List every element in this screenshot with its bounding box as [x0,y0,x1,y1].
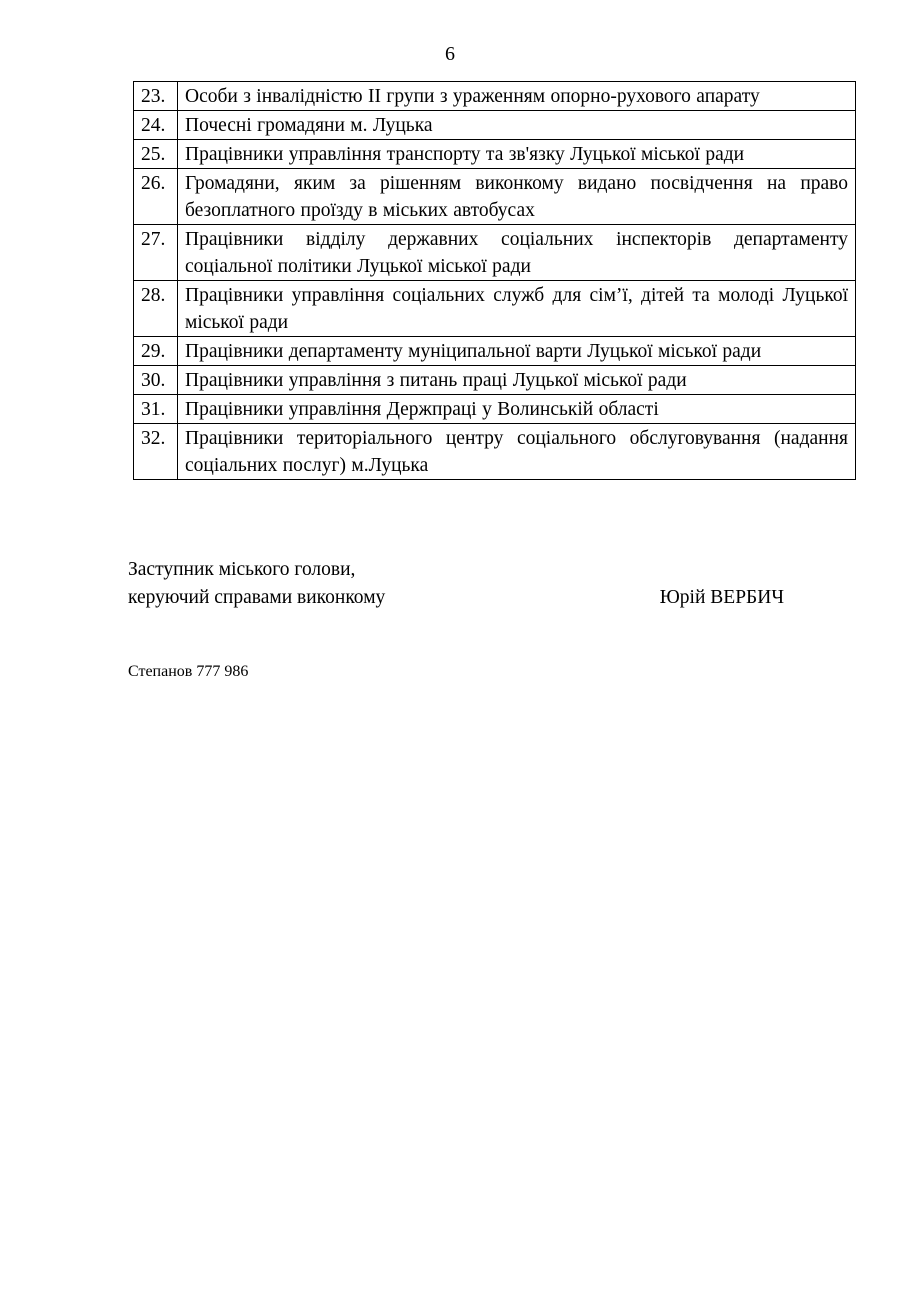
table-row [134,225,856,281]
signatory-position-line1: Заступник міського голови, [128,559,356,580]
executor-contact: Степанов 777 986 [128,663,249,680]
table-row [134,111,856,140]
table-row [134,366,856,395]
row-text-cell: Громадяни, яким за рішенням виконкому видано посвідчення на право безоплатного проїзду в міських автобусах [178,169,856,225]
table-row [134,395,856,424]
table-row [134,424,856,480]
row-number-cell: 24. [134,111,178,140]
signatory-position [128,556,385,612]
table-row [134,281,856,337]
table-row [134,82,856,111]
row-text-cell: Працівники управління транспорту та зв'язку Луцької міської ради [178,140,856,169]
beneficiary-categories-table [133,81,856,480]
row-text-cell: Працівники управління з питань праці Луцької міської ради [178,366,856,395]
row-text-cell: Працівники департаменту муніципальної варти Луцької міської ради [178,337,856,366]
row-number-cell: 31. [134,395,178,424]
table-row [134,337,856,366]
table-row [134,169,856,225]
row-text-cell: Особи з інвалідністю ІІ групи з ураженням опорно-рухового апарату [178,82,856,111]
page-number: 6 [445,43,455,65]
row-number-cell: 30. [134,366,178,395]
signature-block [128,556,784,612]
row-number-cell: 27. [134,225,178,281]
row-text-cell: Почесні громадяни м. Луцька [178,111,856,140]
row-text-cell: Працівники територіального центру соціального обслуговування (надання соціальних послуг) м.Луцька [178,424,856,480]
row-number-cell: 28. [134,281,178,337]
signatory-position-line2: керуючий справами виконкому [128,587,386,608]
row-text-cell: Працівники відділу державних соціальних інспекторів департаменту соціальної політики Луцької міської ради [178,225,856,281]
row-text-cell: Працівники управління Держпраці у Волинській області [178,395,856,424]
signatory-name: Юрій ВЕРБИЧ [659,587,784,608]
row-number-cell: 29. [134,337,178,366]
row-text-cell: Працівники управління соціальних служб для сім’ї, дітей та молоді Луцької міської ради [178,281,856,337]
table-row [134,140,856,169]
row-number-cell: 26. [134,169,178,225]
row-number-cell: 25. [134,140,178,169]
row-number-cell: 32. [134,424,178,480]
row-number-cell: 23. [134,82,178,111]
